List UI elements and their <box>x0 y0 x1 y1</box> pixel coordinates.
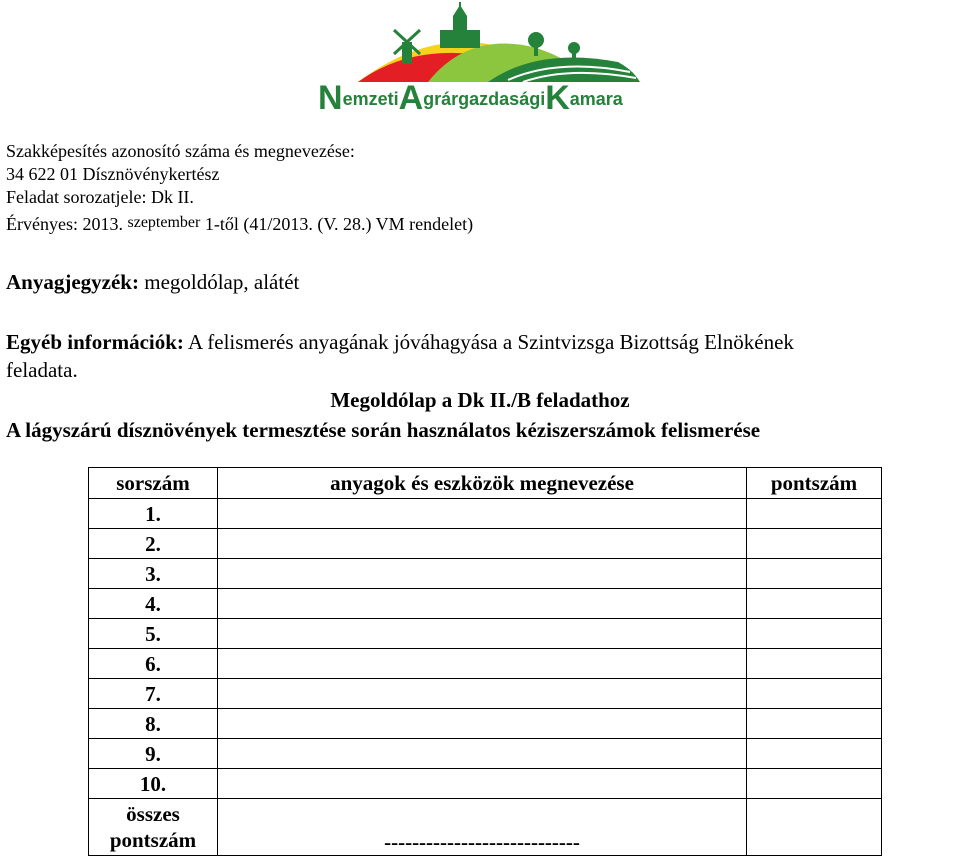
table-row <box>89 619 882 649</box>
points-cell[interactable] <box>747 559 882 589</box>
logo-letter-a: A <box>398 79 424 117</box>
row-number: 3. <box>89 559 218 589</box>
name-cell[interactable] <box>218 589 747 619</box>
points-cell[interactable] <box>747 589 882 619</box>
name-cell[interactable] <box>218 649 747 679</box>
materials-line <box>6 270 299 294</box>
materials-value: megoldólap, alátét <box>138 270 300 294</box>
total-label-line2: pontszám <box>109 828 197 852</box>
points-cell[interactable] <box>747 679 882 709</box>
validity-prefix: Érvényes: 2013. <box>6 214 128 234</box>
total-row <box>89 799 882 856</box>
logo-word-agrargazdasagi: grárgazdasági <box>423 89 546 109</box>
qualification-value: 34 622 01 Dísznövénykertész <box>6 164 220 184</box>
row-number: 8. <box>89 709 218 739</box>
table-row <box>89 499 882 529</box>
name-cell[interactable] <box>218 679 747 709</box>
row-number: 10. <box>89 769 218 799</box>
table-row <box>89 769 882 799</box>
name-cell[interactable] <box>218 559 747 589</box>
name-cell[interactable] <box>218 529 747 559</box>
row-number: 1. <box>89 499 218 529</box>
table-row <box>89 559 882 589</box>
name-cell[interactable] <box>218 619 747 649</box>
name-cell[interactable] <box>218 499 747 529</box>
table-row <box>89 649 882 679</box>
logo-letter-k: K <box>545 79 570 117</box>
row-number: 6. <box>89 649 218 679</box>
name-cell[interactable] <box>218 769 747 799</box>
total-points-cell[interactable] <box>747 799 882 856</box>
table-row <box>89 529 882 559</box>
name-cell[interactable] <box>218 739 747 769</box>
points-cell[interactable] <box>747 709 882 739</box>
nak-logo <box>318 2 646 117</box>
validity-month: szeptember <box>127 214 201 231</box>
row-number: 2. <box>89 529 218 559</box>
points-cell[interactable] <box>747 499 882 529</box>
total-label <box>89 799 218 856</box>
points-cell[interactable] <box>747 769 882 799</box>
row-number: 9. <box>89 739 218 769</box>
logo-word-kamara: amara <box>569 89 623 109</box>
other-info-line <box>6 330 794 354</box>
total-dashes: ---------------------------- <box>218 799 747 856</box>
logo-word-nemzeti: emzeti <box>342 89 399 109</box>
other-info-continuation: feladata. <box>6 358 78 382</box>
header-name: anyagok és eszközök megnevezése <box>218 468 747 499</box>
points-cell[interactable] <box>747 739 882 769</box>
validity-line <box>6 213 473 237</box>
header-number: sorszám <box>89 468 218 499</box>
table-row <box>89 739 882 769</box>
table-row <box>89 589 882 619</box>
row-number: 7. <box>89 679 218 709</box>
points-cell[interactable] <box>747 619 882 649</box>
name-cell[interactable] <box>218 709 747 739</box>
total-label-line1: összes <box>126 802 180 826</box>
logo-letter-n: N <box>318 79 343 117</box>
validity-suffix: 1-től (41/2013. (V. 28.) VM rendelet) <box>200 214 474 234</box>
table-row <box>89 679 882 709</box>
task-title: A lágyszárú dísznövények termesztése során használatos kéziszerszámok felismerése <box>6 418 761 442</box>
materials-label: Anyagjegyzék: <box>6 270 139 294</box>
table-header-row <box>89 468 882 499</box>
solution-sheet-title: Megoldólap a Dk II./B feladathoz <box>330 388 630 412</box>
row-number: 4. <box>89 589 218 619</box>
table-row <box>89 709 882 739</box>
answer-table <box>88 467 882 856</box>
points-cell[interactable] <box>747 529 882 559</box>
header-points: pontszám <box>747 468 882 499</box>
other-info-value: A felismerés anyagának jóváhagyása a Szintvizsga Bizottság Elnökének <box>183 330 794 354</box>
task-series-code: Feladat sorozatjele: Dk II. <box>6 187 194 207</box>
points-cell[interactable] <box>747 649 882 679</box>
other-info-label: Egyéb információk: <box>6 330 184 354</box>
row-number: 5. <box>89 619 218 649</box>
logo-wordmark <box>318 79 646 117</box>
qualification-label: Szakképesítés azonosító száma és megnevezése: <box>6 141 355 161</box>
